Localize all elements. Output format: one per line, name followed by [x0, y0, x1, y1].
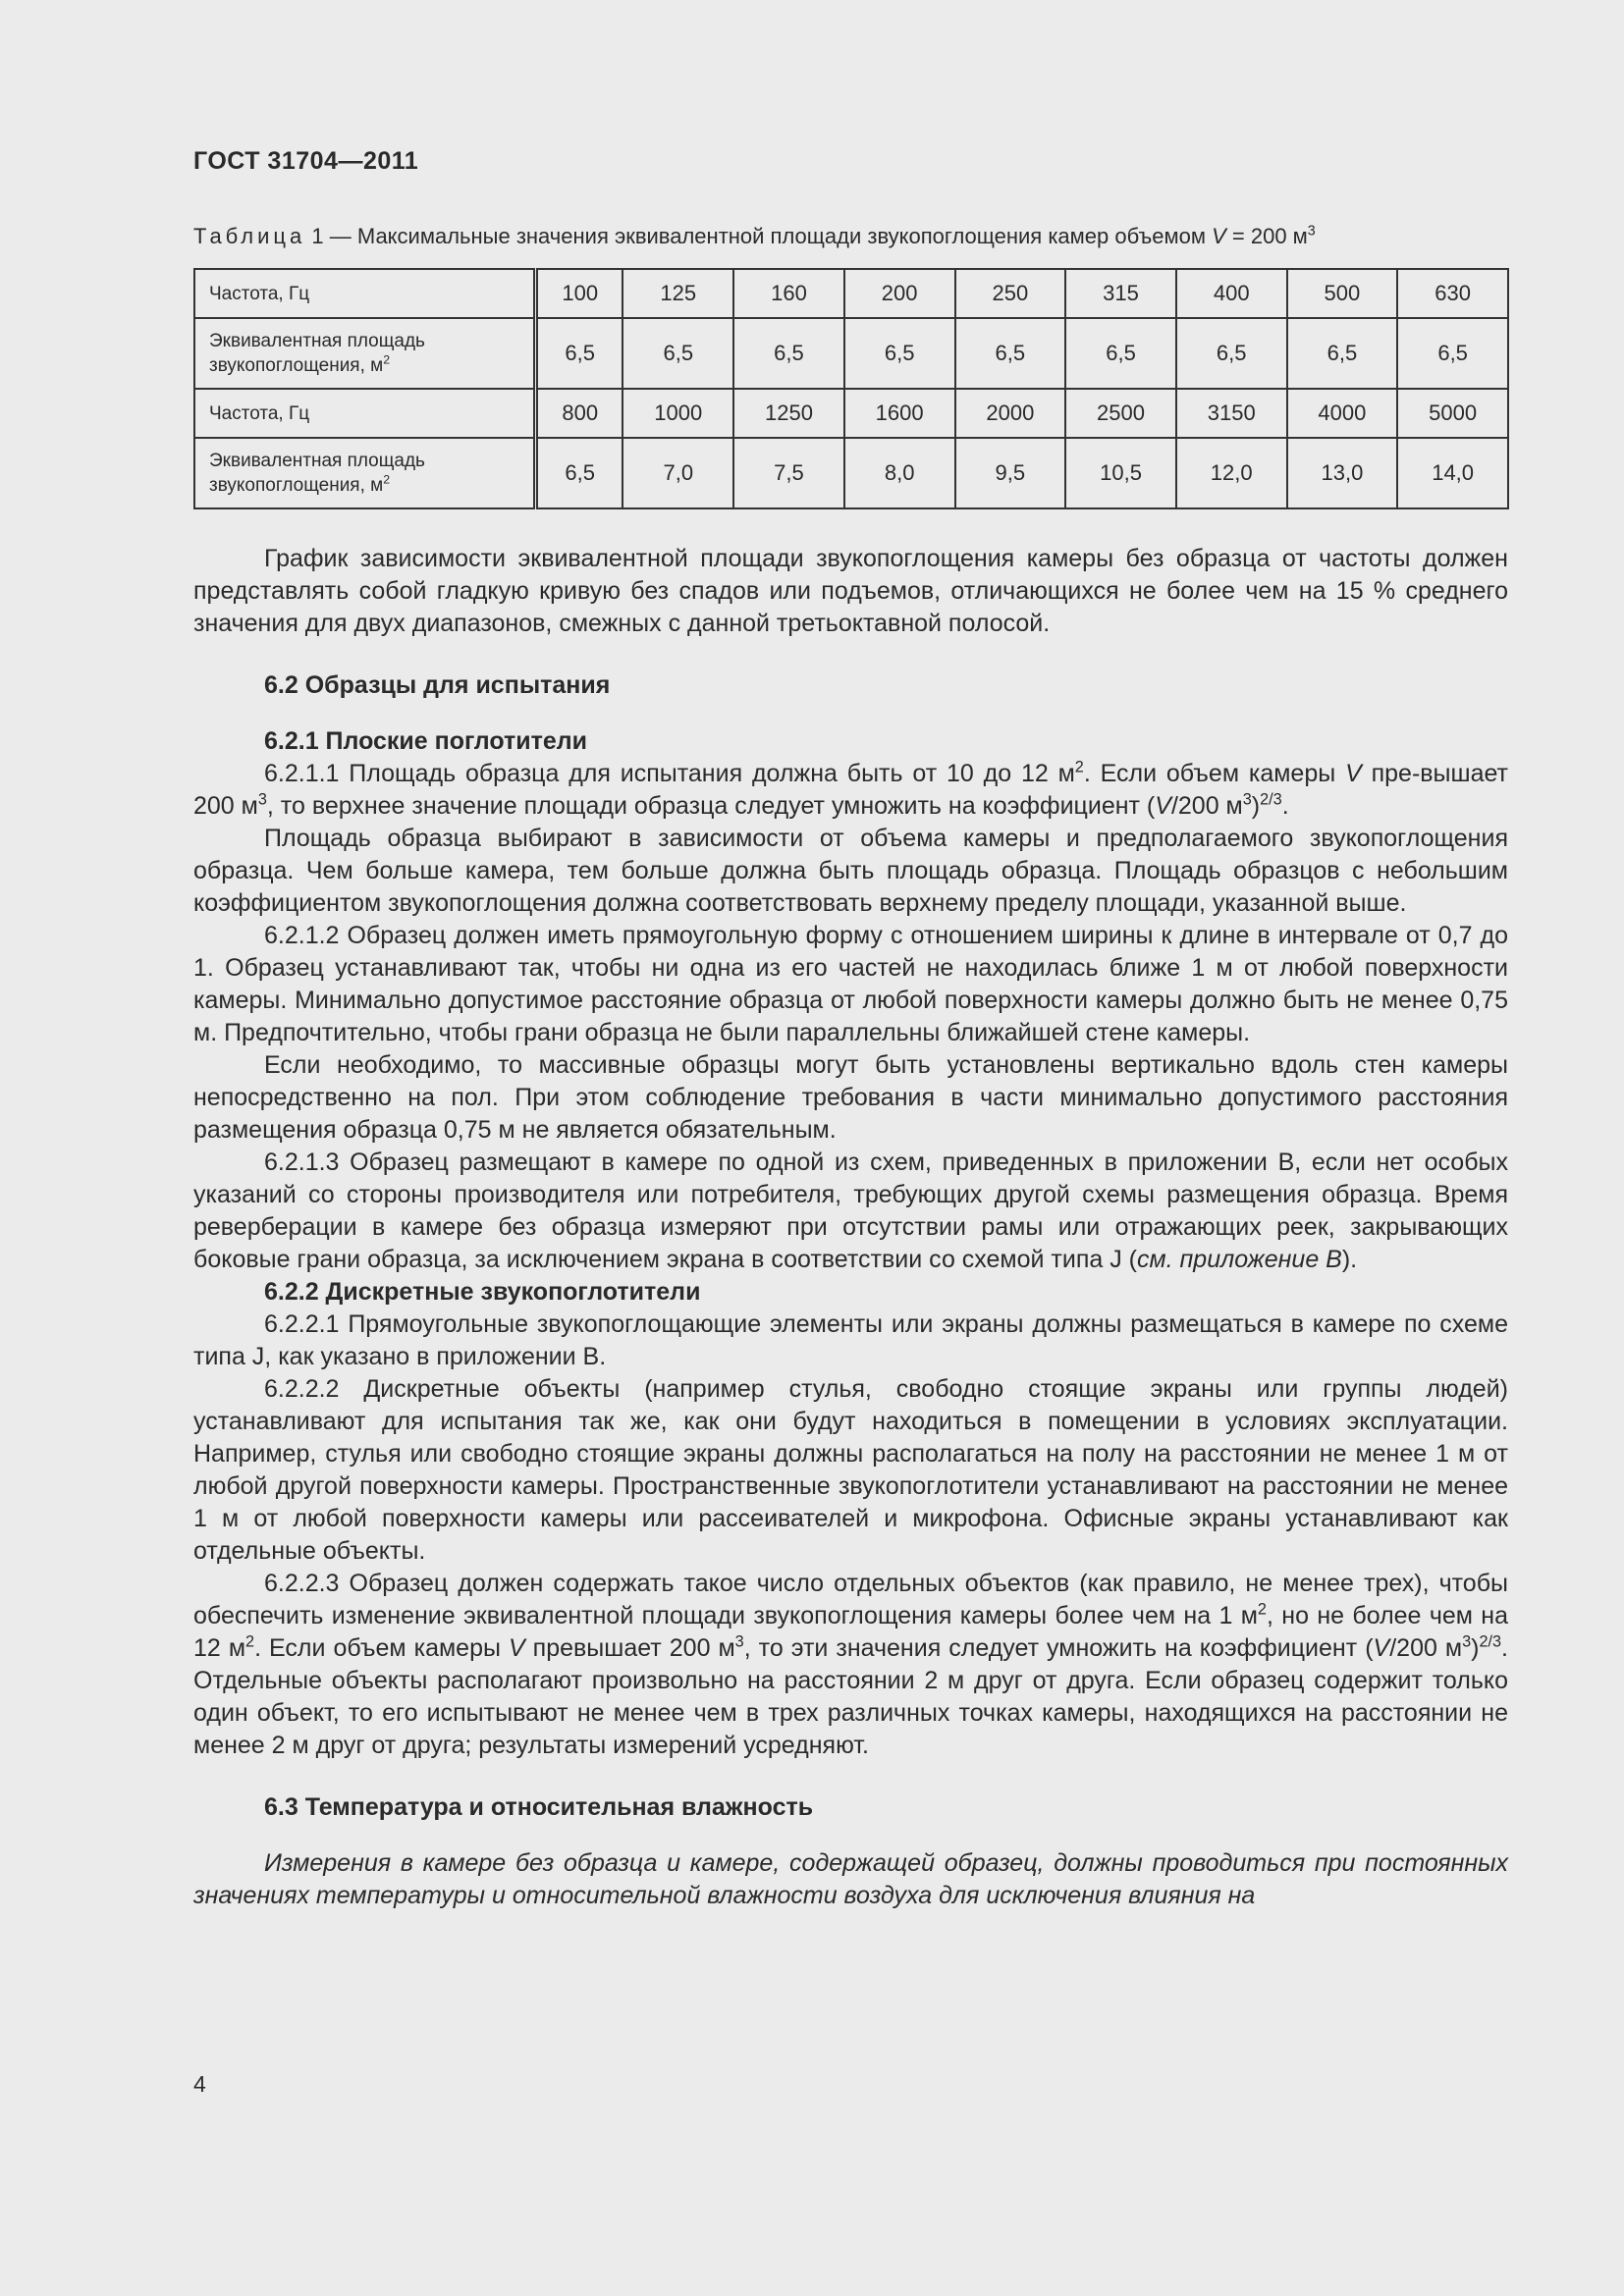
paragraph-6-3: Измерения в камере без образца и камере, содержащей образец, должны проводиться при постоянных значениях температуры и относительной влажности воздуха для исключения влияния на [193, 1849, 1508, 1909]
heading-6-3: 6.3 Температура и относительная влажность [264, 1793, 814, 1821]
table-caption-number: 1 [311, 224, 324, 248]
table-caption [193, 224, 1316, 249]
table-cell: 9,5 [955, 438, 1066, 508]
table-cell: 8,0 [844, 438, 955, 508]
table-cell: 5000 [1397, 389, 1508, 438]
area-label-line2: звукопоглощения, м [209, 355, 384, 376]
table-cell: 3150 [1176, 389, 1287, 438]
table-cell: 6,5 [844, 318, 955, 389]
paragraph-6-2-1-1: 6.2.1.1 Площадь образца для испытания должна быть от 10 до 12 $м^2$. Если объем камеры V пре-вышает 200 $м^3$, то верхнее значение площади образца следует умножить на коэффициент (V/200 $м^3)^{2/3}$. [193, 758, 1508, 820]
area-label-line2: звукопоглощения, м [209, 475, 384, 496]
paragraph-massive: Если необходимо, то массивные образцы могут быть установлены вертикально вдоль стен камеры непосредственно на пол. При этом соблюдение требования в части минимально допустимого расстояния размещения образца 0,75 м не является обязательным. [193, 1051, 1508, 1144]
table-row-freq-1 [194, 269, 1508, 318]
paragraph-6-2-2-3: 6.2.2.3 Образец должен содержать такое число отдельных объектов (как правило, не менее трех), чтобы обеспечить изменение эквивалентной площади звукопоглощения камеры более чем на 1 $м^2$, но не более чем на 12 $м^2$. Если объем камеры V превышает 200 $м^3$, то эти значения следует умножить на коэффициент (V/200 $м^3)^{2/3}$. Отдельные объекты располагают произвольно на расстоянии 2 м друг от друга. Если образец содержит только один объект, то его испытывают не менее чем в трех различных точках камеры, находящихся на расстоянии не менее 2 м друг от друга; результаты измерений усредняют. [193, 1570, 1508, 1759]
paragraph-6-2-1-2: 6.2.1.2 Образец должен иметь прямоугольную форму с отношением ширины к длине в интервале от 0,7 до 1. Образец устанавливают так, чтобы ни одна из его частей не находилась ближе 1 м от любой поверхности камеры. Минимально допустимое расстояние образца от любой поверхности камеры должно быть не менее 0,75 м. Предпочтительно, чтобы грани образца не были параллельны ближайшей стене камеры. [193, 922, 1508, 1046]
table-cell: 800 [536, 389, 623, 438]
table-caption-text: — Максимальные значения эквивалентной площади звукопоглощения камер объемом [329, 224, 1206, 248]
table-caption-eq: = 200 м [1231, 224, 1308, 248]
paragraph-6-2-1-3: 6.2.1.3 Образец размещают в камере по одной из схем, приведенных в приложении В, если нет особых указаний со стороны производителя или потребителя, требующих другой схемы размещения образца. Время реверберации в камере без образца измеряют при отсутствии рамы или отражающих реек, закрывающих боковые грани образца, за исключением экрана в соответствии со схемой типа J (см. приложение В). [193, 1148, 1508, 1273]
table-cell: 125 [623, 269, 733, 318]
table-cell: 7,5 [733, 438, 844, 508]
table-cell: 13,0 [1287, 438, 1398, 508]
table-caption-word: Таблица [193, 224, 306, 248]
table-row-freq-2 [194, 389, 1508, 438]
table-cell: 6,5 [623, 318, 733, 389]
area-label-line1: Эквивалентная площадь [209, 331, 425, 351]
table-cell: 2500 [1065, 389, 1176, 438]
table-cell: 160 [733, 269, 844, 318]
table-cell: 6,5 [536, 318, 623, 389]
heading-6-2: 6.2 Образцы для испытания [264, 671, 611, 699]
table-cell: 6,5 [1397, 318, 1508, 389]
paragraph-6-2-2-2: 6.2.2.2 Дискретные объекты (например стулья, свободно стоящие экраны или группы людей) устанавливают для испытания так же, как они будут находиться в помещении в условиях эксплуатации. Например, стулья или свободно стоящие экраны должны располагаться на полу на расстоянии не менее 1 м от любой другой поверхности камеры. Пространственные звукопоглотители устанавливают на расстоянии не менее 1 м от любой поверхности камеры или рассеивателей и микрофона. Офисные экраны устанавливают как отдельные объекты. [193, 1375, 1508, 1565]
table-caption-var: V [1212, 224, 1226, 248]
page-number: 4 [193, 2071, 206, 2097]
area-label-2 [194, 438, 536, 508]
table-cell: 100 [536, 269, 623, 318]
table-cell: 6,5 [1287, 318, 1398, 389]
document-id: ГОСТ 31704—2011 [193, 147, 419, 175]
absorption-table [193, 268, 1509, 509]
area-label-sup: 2 [383, 472, 391, 487]
table-cell: 1000 [623, 389, 733, 438]
heading-6-2-1: 6.2.1 Плоские поглотители [264, 727, 588, 755]
freq-label-1: Частота, Гц [194, 269, 536, 318]
area-label-line1: Эквивалентная площадь [209, 451, 425, 471]
heading-6-2-2: 6.2.2 Дискретные звукопоглотители [264, 1278, 701, 1306]
area-label-1 [194, 318, 536, 389]
table-caption-sup: 3 [1307, 223, 1316, 240]
table-cell: 630 [1397, 269, 1508, 318]
table-cell: 6,5 [955, 318, 1066, 389]
table-cell: 6,5 [536, 438, 623, 508]
table-cell: 12,0 [1176, 438, 1287, 508]
table-row-area-2 [194, 438, 1508, 508]
table-cell: 1600 [844, 389, 955, 438]
area-label-sup: 2 [383, 352, 391, 367]
table-cell: 6,5 [1065, 318, 1176, 389]
table-cell: 6,5 [733, 318, 844, 389]
table-cell: 500 [1287, 269, 1398, 318]
freq-label-2: Частота, Гц [194, 389, 536, 438]
table-cell: 250 [955, 269, 1066, 318]
paragraph-6-2-2-1: 6.2.2.1 Прямоугольные звукопоглощающие элементы или экраны должны размещаться в камере по схеме типа J, как указано в приложении В. [193, 1310, 1508, 1370]
table-cell: 10,5 [1065, 438, 1176, 508]
table-cell: 315 [1065, 269, 1176, 318]
paragraph-graph: График зависимости эквивалентной площади звукопоглощения камеры без образца от частоты должен представлять собой гладкую кривую без спадов или подъемов, отличающихся не более чем на 15 % среднего значения для двух диапазонов, смежных с данной третьоктавной полосой. [193, 545, 1508, 637]
table-cell: 200 [844, 269, 955, 318]
paragraph-area: Площадь образца выбирают в зависимости от объема камеры и предполагаемого звукопоглощения образца. Чем больше камера, тем больше должна быть площадь образца. Площадь образцов с небольшим коэффициентом звукопоглощения должна соответствовать верхнему пределу площади, указанной выше. [193, 825, 1508, 917]
table-cell: 6,5 [1176, 318, 1287, 389]
table-cell: 7,0 [623, 438, 733, 508]
table-cell: 1250 [733, 389, 844, 438]
table-cell: 4000 [1287, 389, 1398, 438]
body-text [193, 543, 1508, 1912]
table-cell: 14,0 [1397, 438, 1508, 508]
table-cell: 2000 [955, 389, 1066, 438]
table-cell: 400 [1176, 269, 1287, 318]
table-row-area-1 [194, 318, 1508, 389]
